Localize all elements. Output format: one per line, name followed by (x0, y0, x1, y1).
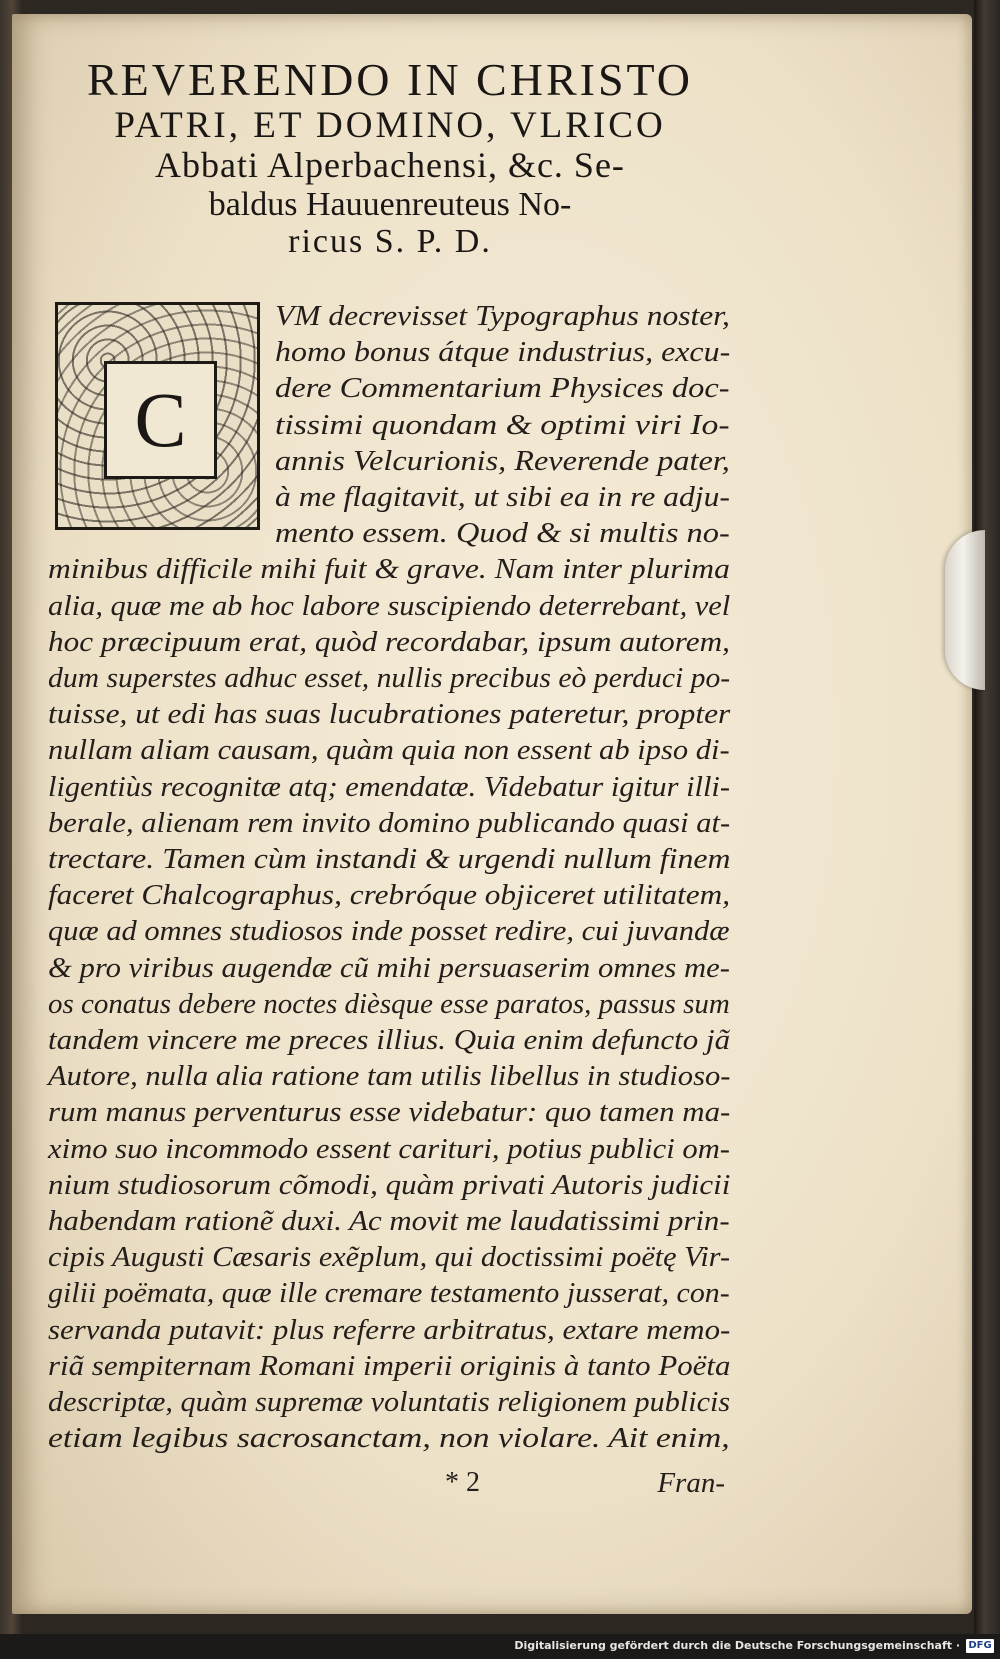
text-line: faceret Chalcographus, crebróque objiceret utilitatem, (48, 879, 731, 912)
text-line: & pro viribus augendæ cũ mihi persuaserim omnes me- (48, 951, 730, 984)
dedication-heading (40, 55, 740, 261)
footer-credit: Digitalisierung gefördert durch die Deutsche Forschungsgemeinschaft · (514, 1639, 960, 1652)
text-line: berale, alienam rem invito domino publicando quasi at- (48, 806, 731, 839)
decorated-initial (55, 302, 260, 530)
heading-line-1: REVERENDO IN CHRISTO (86, 54, 694, 105)
text-line: alia, quæ me ab hoc labore suscipiendo deterrebant, vel (48, 589, 731, 622)
text-line: gilii poëmata, quæ ille cremare testamento jusserat, con- (48, 1277, 730, 1310)
text-line: etiam legibus sacrosanctam, non violare. Ait enim, (48, 1422, 730, 1455)
text-line: habendam rationẽ duxi. Ac movit me laudatissimi prin- (48, 1205, 730, 1237)
text-line: ximo suo incommodo essent carituri, potius publici om- (48, 1132, 731, 1165)
text-line: ligentiùs recognitæ atq; emendatæ. Videbatur igitur illi- (48, 770, 731, 803)
initial-frame (104, 361, 217, 479)
signature-mark: * 2 (445, 1467, 480, 1498)
text-line: dum superstes adhuc esset, nullis precibus eò perduci po- (48, 662, 731, 694)
text-line: nullam aliam causam, quàm quia non essent ab ipso di- (48, 734, 730, 767)
text-line: Autore, nulla alia ratione tam utilis libellus in studioso- (48, 1060, 731, 1093)
text-line: annis Velcurionis, Reverende pater, (275, 444, 730, 477)
text-line: à me flagitavit, ut sibi ea in re adju- (275, 481, 730, 513)
page-footer-marks (445, 1465, 725, 1505)
heading-line-2: PATRI, ET DOMINO, VLRICO (114, 104, 666, 146)
text-line: servanda putavit: plus referre arbitratus, extare memo- (48, 1313, 731, 1346)
initial-letter: C (134, 376, 187, 463)
text-line: homo bonus átque industrius, excu- (275, 336, 731, 369)
page-clip-tab (945, 530, 985, 690)
dfg-logo: DFG (966, 1639, 994, 1653)
text-line: nium studiosorum cõmodi, quàm privati Autoris judicii (48, 1168, 731, 1201)
text-line: descriptæ, quàm supremæ voluntatis religionem publicis (48, 1386, 731, 1418)
text-line: dere Commentarium Physices doc- (275, 372, 730, 405)
text-line: trectare. Tamen cùm instandi & urgendi nullum finem (48, 843, 731, 875)
catchword: Fran- (657, 1467, 725, 1499)
text-line: cipis Augusti Cæsaris exẽplum, qui doctissimi poëtę Vir- (48, 1241, 731, 1274)
text-line: tandem vincere me preces illius. Quia enim defuncto jã (48, 1024, 731, 1056)
text-line: tuisse, ut edi has suas lucubrationes pateretur, propter (48, 698, 731, 731)
text-line: minibus difficile mihi fuit & grave. Nam inter plurima (48, 553, 730, 586)
heading-line-3: Abbati Alperbachensi, &c. Se- (155, 145, 625, 186)
text-line: quæ ad omnes studiosos inde posset redire, cui juvandæ (48, 915, 730, 948)
heading-line-4: baldus Hauuenreuteus No- (208, 185, 572, 223)
text-line: rum manus perventurus esse videbatur: quo tamen ma- (48, 1096, 731, 1129)
text-line: hoc præcipuum erat, quòd recordabar, ipsum autorem, (48, 625, 730, 658)
book-edge (974, 0, 1000, 1659)
text-line: riã sempiternam Romani imperii originis à tanto Poëta (48, 1349, 731, 1382)
text-line: tissimi quondam & optimi viri Io- (275, 408, 730, 441)
text-line: mento essem. Quod & si multis no- (275, 517, 730, 550)
digitization-footer (0, 1634, 1000, 1659)
text-line: os conatus debere noctes dièsque esse paratos, passus sum (48, 987, 730, 1020)
heading-line-5: ricus S. P. D. (288, 223, 492, 261)
text-line: VM decrevisset Typographus noster, (275, 300, 730, 332)
